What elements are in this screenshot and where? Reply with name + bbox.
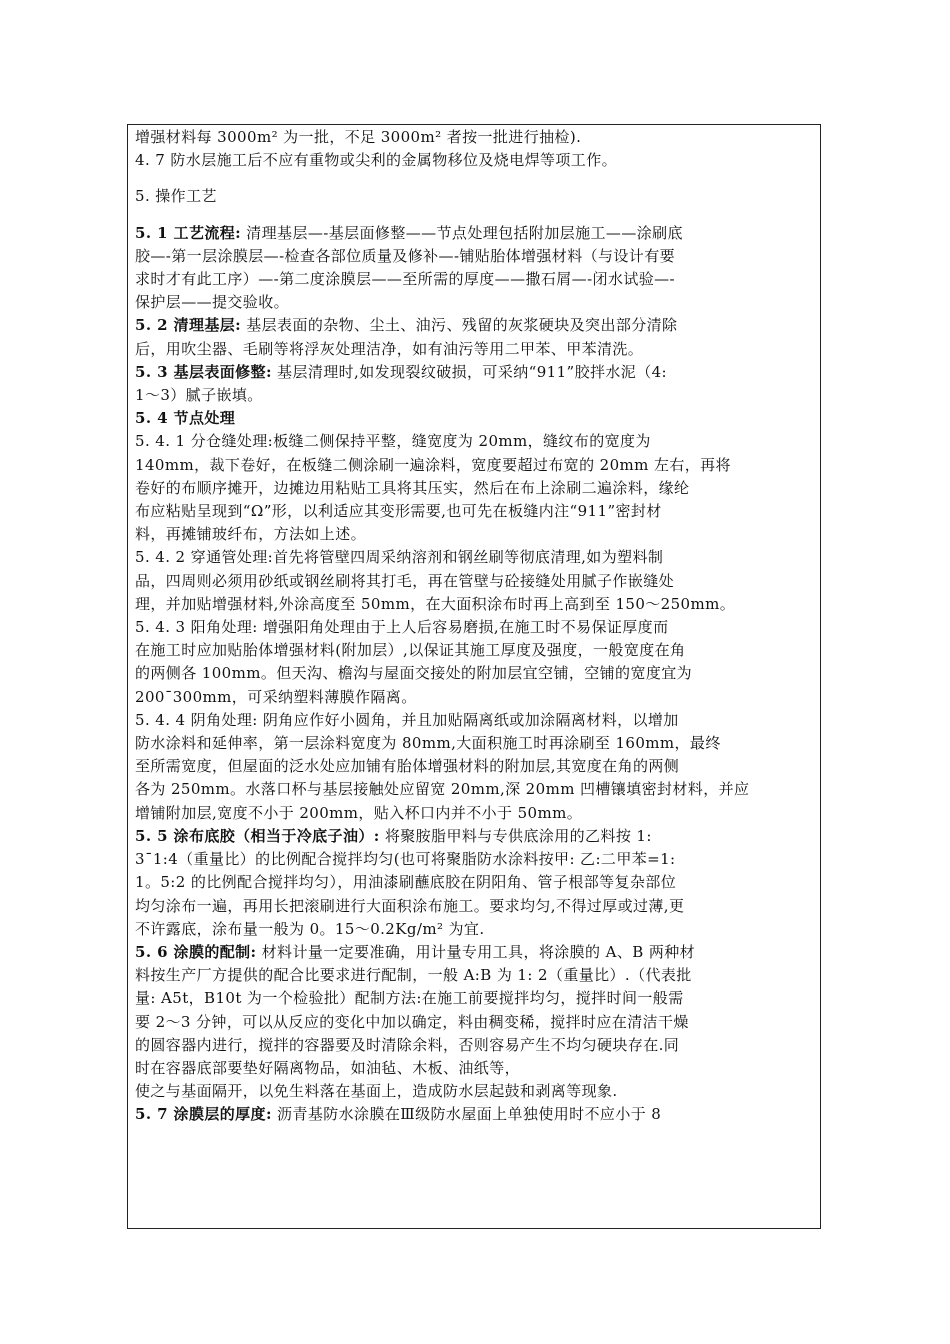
text-line: 1。5:2 的比例配合搅拌均匀），用油漆刷蘸底胶在阴阳角、管子根部等复杂部位 — [135, 873, 677, 892]
paragraph-5-2-first-line — [135, 314, 817, 337]
text-line: 量: A5t，B10t 为一个检验批）配制方法:在施工前要搅拌均匀，搅拌时间一般需 — [135, 989, 684, 1008]
text-line: 至所需宽度，但屋面的泛水处应加铺有胎体增强材料的附加层,其宽度在角的两侧 — [135, 757, 680, 776]
text-run: 将聚胺脂甲料与专供底涂用的乙料按 1: — [379, 826, 652, 845]
text-line: 时在容器底部要垫好隔离物品，如油毡、木板、油纸等， — [135, 1058, 521, 1077]
text-line: 卷好的布顺序摊开，边摊边用粘贴工具将其压实，然后在布上涂刷二遍涂料，缘纶 — [135, 478, 690, 497]
text-line: 增强材料每 3000m² 为一批，不足 3000m² 者按一批进行抽检). — [135, 128, 582, 146]
section-label: 5. 2 清理基层: — [135, 316, 242, 335]
text-line: 5. 4. 1 分仓缝处理:板缝二侧保持平整，缝宽度为 20mm，缝纹布的宽度为 — [135, 432, 651, 451]
section-label: 5. 3 基层表面修整: — [135, 362, 272, 381]
text-line: 5. 4. 3 阳角处理: 增强阳角处理由于上人后容易磨损,在施工时不易保证厚度而 — [135, 618, 669, 637]
section-heading: 5. 4 节点处理 — [135, 409, 236, 428]
text-line: 3¯1:4（重量比）的比例配合搅拌均匀(也可将聚脂防水涂料按甲: 乙:二甲苯=1: — [135, 850, 676, 869]
paragraph-5-6-first-line — [135, 941, 817, 964]
text-line: 均匀涂布一遍，再用长把滚刷进行大面积涂布施工。要求均匀,不得过厚或过薄,更 — [135, 896, 685, 915]
text-line: 使之与基面隔开，以免生料落在基面上，造成防水层起鼓和剥离等现象. — [135, 1082, 618, 1101]
text-line: 增铺附加层,宽度不小于 200mm，贴入杯口内并不小于 50mm。 — [135, 803, 583, 822]
document-body — [135, 126, 817, 1127]
section-label: 5. 6 涂膜的配制: — [135, 942, 257, 961]
text-run: 清理基层—-基层面修整——节点处理包括附加层施工——涂刷底 — [241, 223, 683, 242]
paragraph-5-1-first-line — [135, 222, 817, 245]
text-line: 料，再摊铺玻纤布，方法如上述。 — [135, 525, 367, 544]
text-line: 要 2～3 分钟，可以从反应的变化中加以确定，料由稠变稀，搅拌时应在清洁干燥 — [135, 1012, 689, 1031]
paragraph-5-5-first-line — [135, 825, 817, 848]
text-run: 基层表面的杂物、尘土、油污、残留的灰浆硬块及突出部分清除 — [241, 316, 678, 335]
text-line: 200¯300mm，可采纳塑料薄膜作隔离。 — [135, 687, 417, 706]
text-line: 保护层——提交验收。 — [135, 293, 290, 312]
section-label: 5. 1 工艺流程: — [135, 223, 242, 242]
text-line: 在施工时应加贴胎体增强材料(附加层）,以保证其施工厚度及强度，一般宽度在角 — [135, 641, 686, 660]
text-line: 品，四周则必须用砂纸或钢丝刷将其打毛，再在管壁与砼接缝处用腻子作嵌缝处 — [135, 571, 675, 590]
text-line: 布应粘贴呈现到“Ω”形，以利适应其变形需要,也可先在板缝内注“911”密封材 — [135, 502, 662, 521]
text-line: 的圆容器内进行，搅拌的容器要及时清除余料，否则容易产生不均匀硬块存在.同 — [135, 1035, 680, 1054]
text-line: 5. 4. 2 穿通管处理:首先将管壁四周采纳溶剂和钢丝刷等彻底清理,如为塑料制 — [135, 548, 664, 567]
text-line: 防水涂料和延伸率，第一层涂料宽度为 80mm,大面积施工时再涂刷至 160mm，最终 — [135, 734, 721, 753]
section-label: 5. 5 涂布底胶（相当于冷底子油）: — [135, 826, 380, 845]
text-line: 料按生产厂方提供的配合比要求进行配制，一般 A:B 为 1: 2（重量比）.（代表批 — [135, 966, 692, 985]
text-line: 胶—-第一层涂膜层—-检查各部位质量及修补—-铺贴胎体增强材料（与设计有要 — [135, 246, 676, 265]
text-line: 求时才有此工序）—-第二度涂膜层——至所需的厚度——撒石屑—-闭水试验—- — [135, 270, 676, 289]
text-line: 4. 7 防水层施工后不应有重物或尖利的金属物移位及烧电焊等项工作。 — [135, 151, 617, 170]
section-label: 5. 7 涂膜层的厚度: — [135, 1105, 272, 1124]
text-line: 1～3）腻子嵌填。 — [135, 386, 263, 405]
text-line: 140mm，裁下卷好，在板缝二侧涂刷一遍涂料，宽度要超过布宽的 20mm 左右，再将 — [135, 455, 731, 474]
text-line: 5. 4. 4 阴角处理: 阴角应作好小圆角，并且加贴隔离纸或加涂隔离材料，以增加 — [135, 710, 679, 729]
text-line: 的两侧各 100mm。但天沟、檐沟与屋面交接处的附加层宜空铺，空铺的宽度宜为 — [135, 664, 693, 683]
text-line: 理，并加贴增强材料,外涂高度至 50mm，在大面积涂布时再上高到至 150～250mm。 — [135, 594, 736, 613]
text-run: 材料计量一定要准确，用计量专用工具，将涂膜的 A、B 两种材 — [256, 942, 696, 961]
text-line: 各为 250mm。水落口杯与基层接触处应留宽 20mm,深 20mm 凹槽镶填密封材料，并应 — [135, 780, 750, 799]
paragraph-5-7-first-line — [135, 1103, 817, 1126]
text-run: 基层清理时,如发现裂纹破损，可采纳“911”胶拌水泥（4: — [271, 362, 667, 381]
text-run: 沥青基防水涂膜在Ⅲ级防水屋面上单独使用时不应小于 8 — [271, 1105, 662, 1124]
text-line: 不许露底，涂布量一般为 0。15～0.2Kg/m² 为宜. — [135, 919, 485, 938]
section-heading: 5. 操作工艺 — [135, 187, 217, 206]
text-line: 后，用吹尘器、毛刷等将浮灰处理洁净，如有油污等用二甲苯、甲苯清洗。 — [135, 339, 644, 358]
paragraph-5-3-first-line — [135, 361, 817, 384]
